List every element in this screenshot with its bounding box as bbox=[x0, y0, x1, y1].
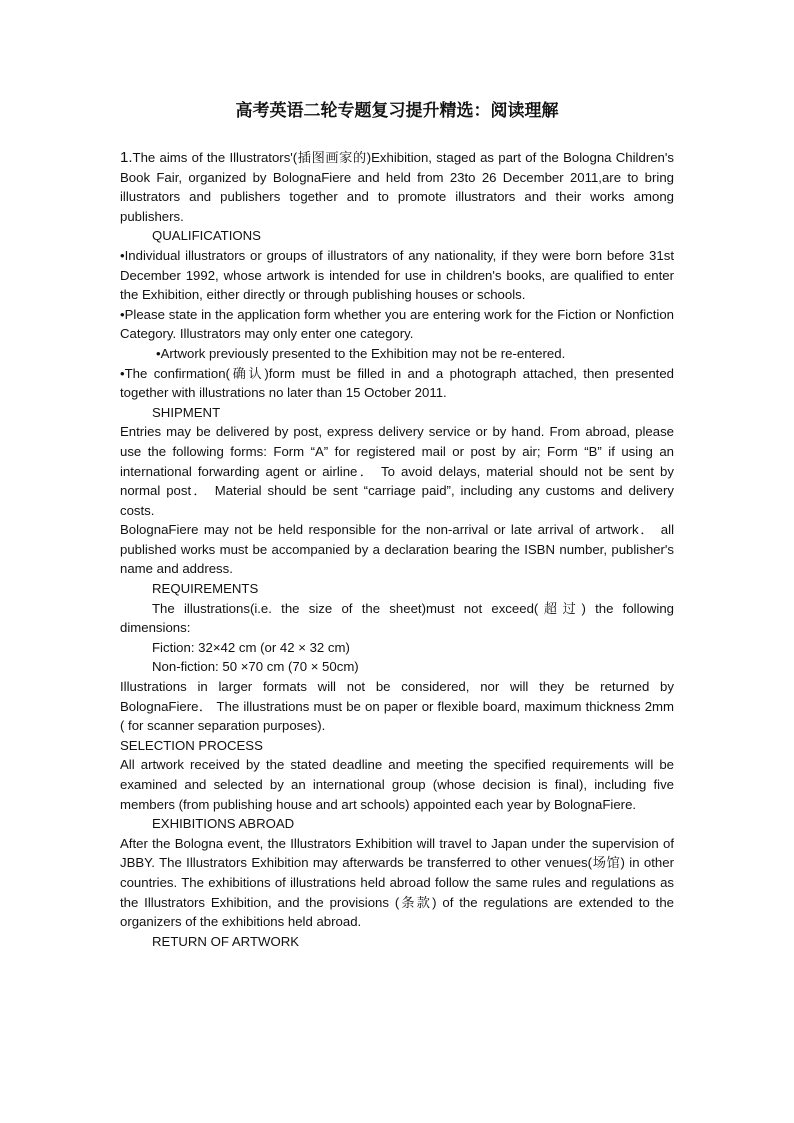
return-of-artwork-heading: RETURN OF ARTWORK bbox=[152, 933, 300, 949]
nonfiction-dimensions: Non-fiction: 50 ×70 cm (70 × 50cm) bbox=[152, 659, 359, 675]
exhibitions-abroad-text: After the Bologna event, the Illustrators Exhibition will travel to Japan under the supervision of JBBY. The Illustrators Exhibition may afterwards be transferred to other venues(场馆) in other countries. The exhibitions of illustrations held abroad follow the same rules and regulations as the Illustrators Exhibition, and the provisions (条款) of the regulations are extended to the organizers of the exhibitions held abroad. bbox=[120, 835, 674, 930]
qualification-item-1: •Individual illustrators or groups of illustrators of any nationality, if they were born before 31st December 1992, whose artwork is intended for use in children's books, are qualified to enter the Exhibition, either directly or through publishing houses or schools. bbox=[120, 247, 674, 303]
requirements-heading: REQUIREMENTS bbox=[152, 581, 259, 597]
requirements-intro: The illustrations(i.e. the size of the sheet)must not exceed(超过) the following dimensions: bbox=[120, 600, 674, 636]
qualification-item-4: •The confirmation(确认)form must be filled in and a photograph attached, then presented together with illustrations no later than 15 October 2011. bbox=[120, 365, 674, 401]
intro-text: The aims of the Illustrators'(插图画家的)Exhibition, staged as part of the Bologna Children's Book Fair, organized by BolognaFiere and held from 23to 26 December 2011,are to bring illustrators and publishers together and to promote illustrators and their works among publishers. bbox=[120, 150, 674, 224]
requirements-note: Illustrations in larger formats will not be considered, nor will they be returned by BolognaFiere． The illustrations must be on paper or flexible board, maximum thickness 2mm ( for scanner separation purposes). bbox=[120, 679, 674, 734]
qualification-item-3: •Artwork previously presented to the Exhibition may not be re-entered. bbox=[156, 345, 566, 361]
selection-heading: SELECTION PROCESS bbox=[120, 737, 263, 753]
shipment-paragraph-1: Entries may be delivered by post, express delivery service or by hand. From abroad, please use the following forms: Form “A” for registered mail or post by air; Form “B” if using an international forwarding agent or airline． To avoid delays, material should not be sent by normal post． Material should be sent “carriage paid”, including any customs and delivery costs. bbox=[120, 424, 674, 518]
reading-passage bbox=[120, 148, 674, 951]
shipment-heading: SHIPMENT bbox=[152, 404, 221, 420]
qualification-item-2: •Please state in the application form whether you are entering work for the Fiction or Nonfiction Category. Illustrators may only enter one category. bbox=[120, 306, 674, 342]
qualifications-heading: QUALIFICATIONS bbox=[152, 228, 261, 244]
fiction-dimensions: Fiction: 32×42 cm (or 42 × 32 cm) bbox=[152, 639, 350, 655]
shipment-paragraph-2: BolognaFiere may not be held responsible for the non-arrival or late arrival of artwork． all published works must be accompanied by a declaration bearing the ISBN number, publisher's name and address. bbox=[120, 522, 674, 577]
selection-text: All artwork received by the stated deadline and meeting the specified requirements will be examined and selected by an international group (whose decision is final), including five members (from publishing house and art schools) appointed each year by BolognaFiere. bbox=[120, 757, 674, 812]
page-title: 高考英语二轮专题复习提升精选：阅读理解 bbox=[235, 101, 559, 121]
exhibitions-abroad-heading: EXHIBITIONS ABROAD bbox=[152, 816, 295, 832]
question-number: 1. bbox=[120, 149, 133, 166]
intro-paragraph bbox=[120, 148, 674, 226]
